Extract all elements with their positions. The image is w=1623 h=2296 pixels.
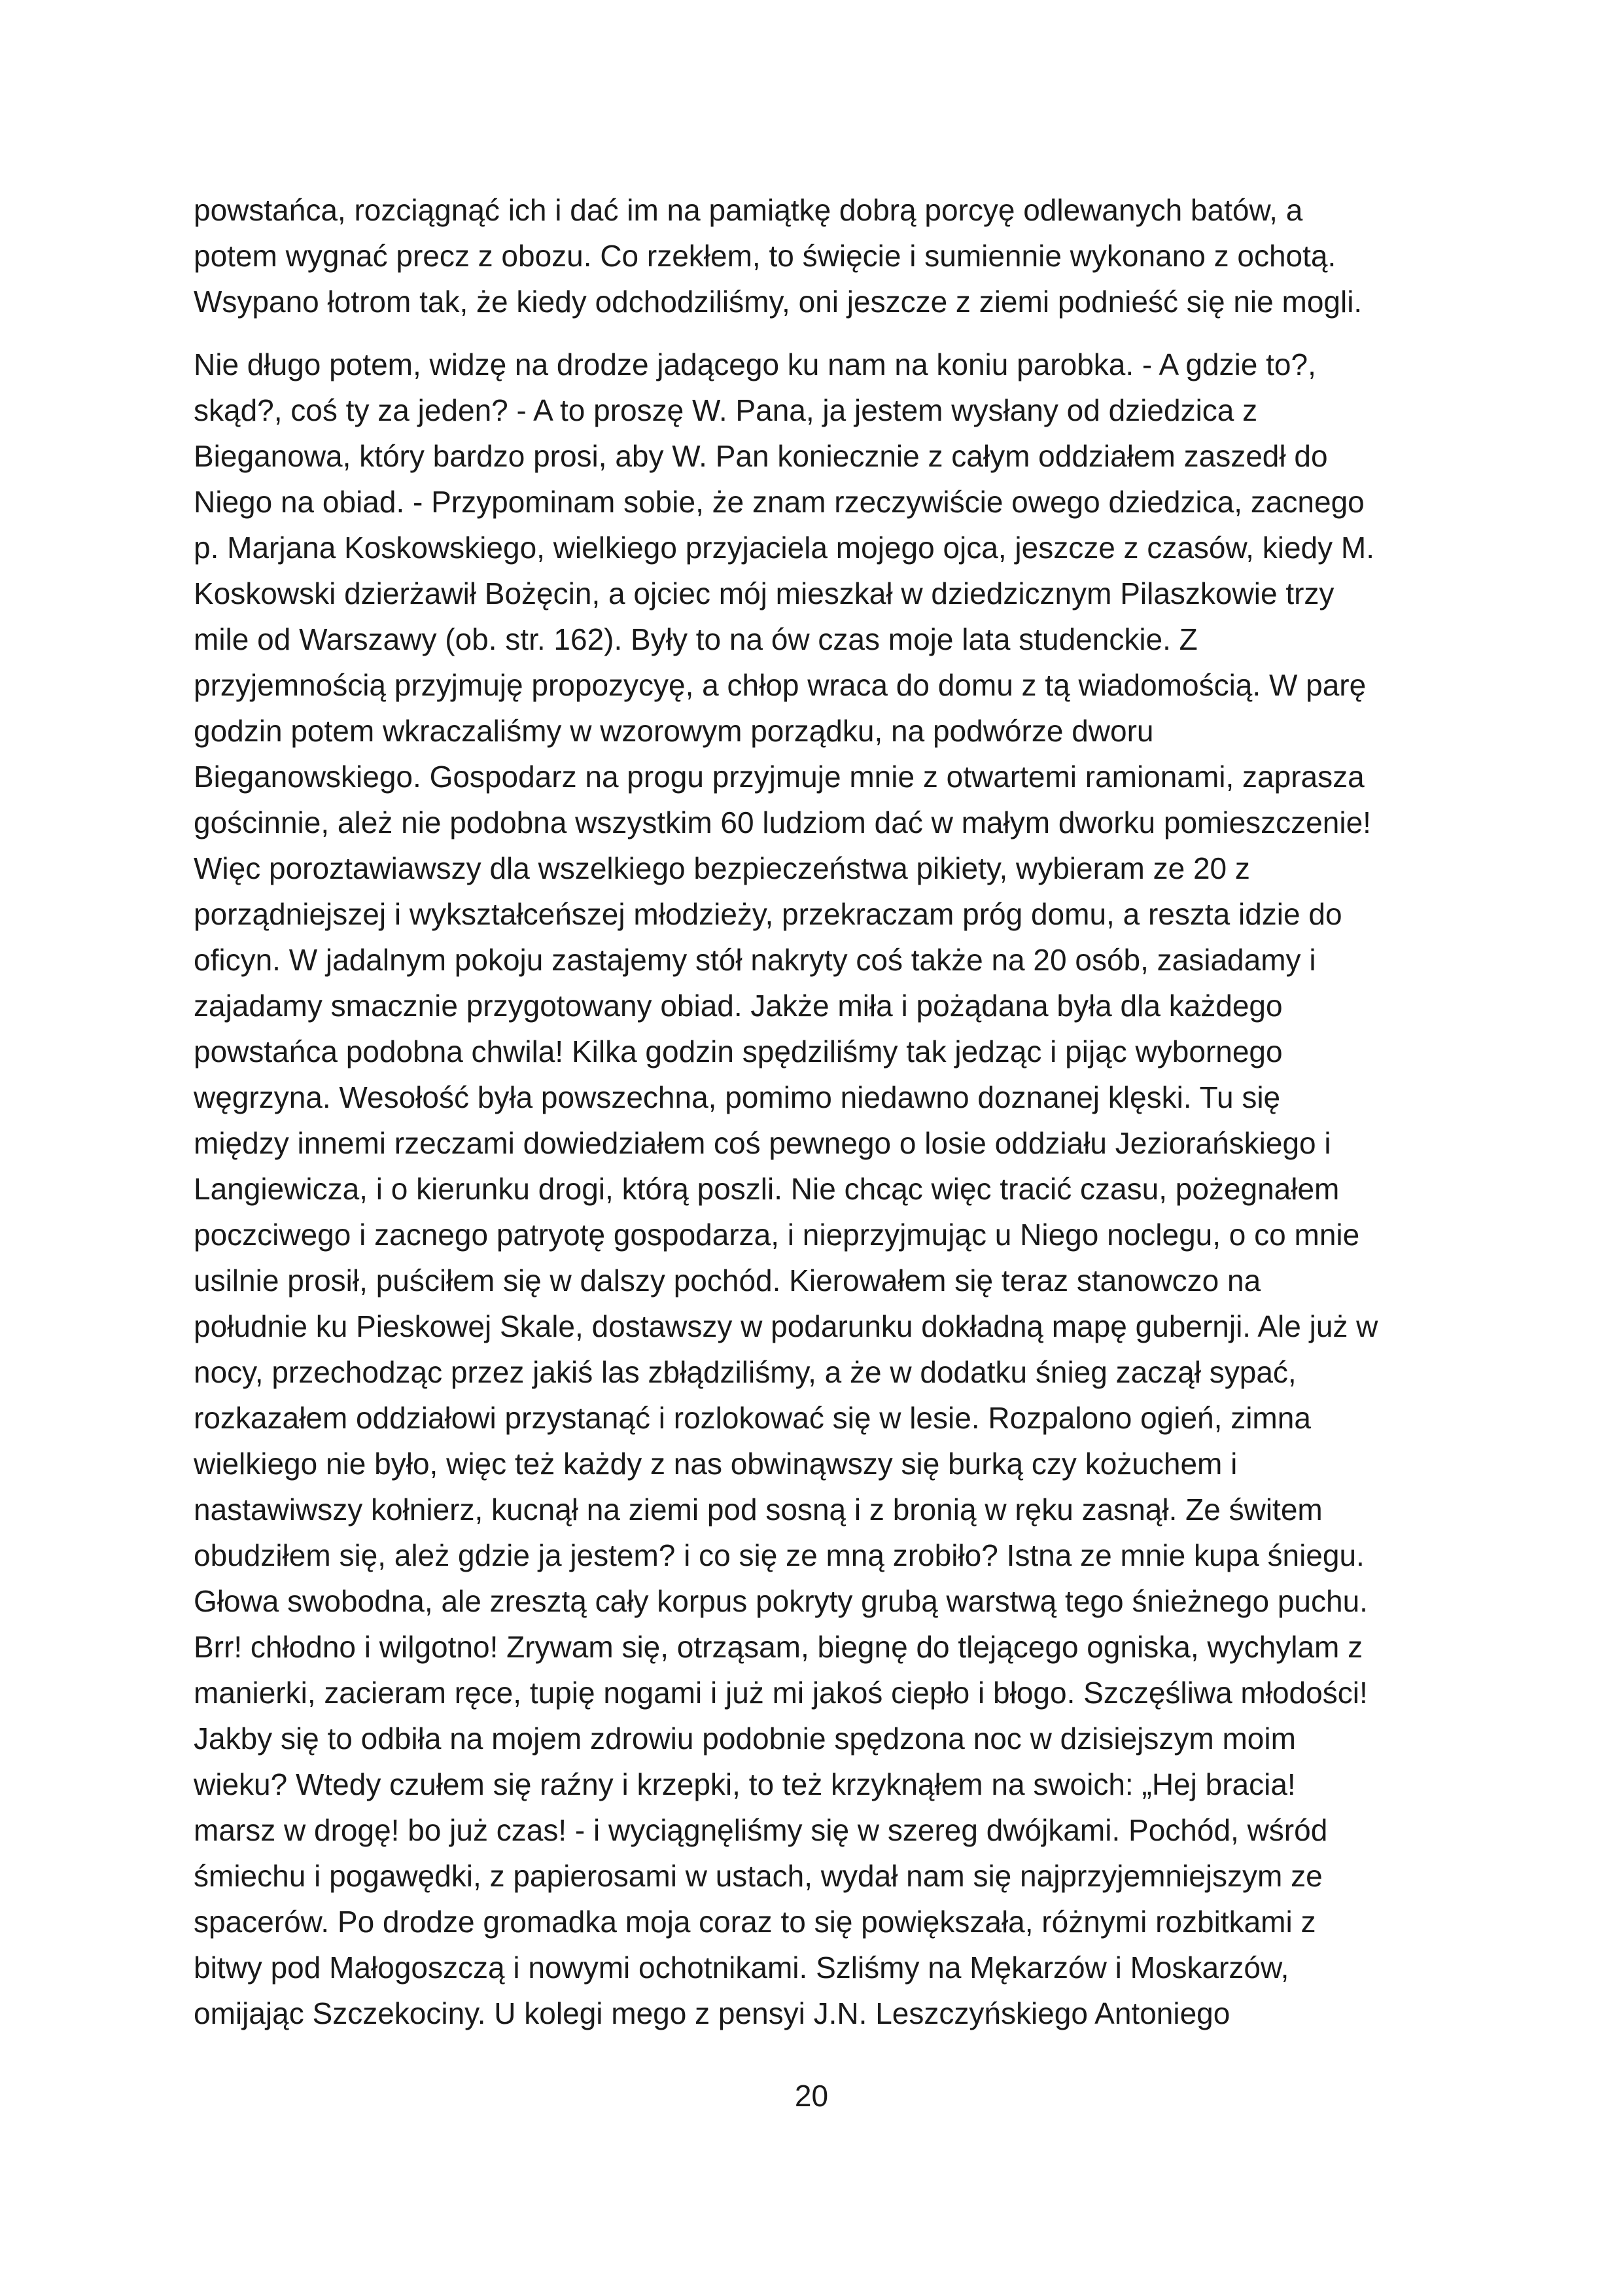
text-line: powstańca podobna chwila! Kilka godzin spędziliśmy tak jedząc i pijąc wybornego xyxy=(194,1034,1283,1069)
paragraph xyxy=(194,342,1437,2036)
text-line: rozkazałem oddziałowi przystanąć i rozlokować się w lesie. Rozpalono ogień, zimna xyxy=(194,1401,1311,1435)
text-line: nastawiwszy kołnierz, kucnął na ziemi pod sosną i z bronią w ręku zasnął. Ze świtem xyxy=(194,1492,1323,1527)
page-number: 20 xyxy=(794,2079,829,2113)
paragraph xyxy=(194,187,1437,325)
text-line: Głowa swobodna, ale zresztą cały korpus pokryty grubą warstwą tego śnieżnego puchu. xyxy=(194,1584,1368,1618)
text-line: usilnie prosił, puściłem się w dalszy pochód. Kierowałem się teraz stanowczo na xyxy=(194,1263,1261,1298)
text-line: między innemi rzeczami dowiedziałem coś pewnego o losie oddziału Jeziorańskiego i xyxy=(194,1126,1331,1160)
text-line: węgrzyna. Wesołość była powszechna, pomimo niedawno doznanej klęski. Tu się xyxy=(194,1080,1281,1114)
text-line: porządniejszej i wykształceńszej młodzieży, przekraczam próg domu, a reszta idzie do xyxy=(194,897,1342,931)
text-line: Wsypano łotrom tak, że kiedy odchodziliśmy, oni jeszcze z ziemi podnieść się nie mogli. xyxy=(194,285,1363,319)
text-line: wieku? Wtedy czułem się raźny i krzepki, to też krzyknąłem na swoich: „Hej bracia! xyxy=(194,1767,1296,1801)
text-line: omijając Szczekociny. U kolegi mego z pensyi J.N. Leszczyńskiego Antoniego xyxy=(194,1996,1230,2030)
text-line: godzin potem wkraczaliśmy w wzorowym porządku, na podwórze dworu xyxy=(194,714,1154,748)
text-line: przyjemnością przyjmuję propozycyę, a chłop wraca do domu z tą wiadomością. W parę xyxy=(194,668,1367,702)
text-line: południe ku Pieskowej Skale, dostawszy w podarunku dokładną mapę gubernji. Ale już w xyxy=(194,1309,1378,1343)
text-line: Bieganowa, który bardzo prosi, aby W. Pan koniecznie z całym oddziałem zaszedł do xyxy=(194,439,1328,473)
text-line: Bieganowskiego. Gospodarz na progu przyjmuje mnie z otwartemi ramionami, zaprasza xyxy=(194,760,1365,794)
text-line: śmiechu i pogawędki, z papierosami w ustach, wydał nam się najprzyjemniejszym ze xyxy=(194,1859,1323,1893)
text-line: skąd?, coś ty za jeden? - A to proszę W. Pana, ja jestem wysłany od dziedzica z xyxy=(194,393,1258,427)
text-line: nocy, przechodząc przez jakiś las zbłądziliśmy, a że w dodatku śnieg zaczął sypać, xyxy=(194,1355,1297,1389)
text-line: obudziłem się, ależ gdzie ja jestem? i co się ze mną zrobiło? Istna ze mnie kupa śniegu. xyxy=(194,1538,1365,1572)
body-text xyxy=(194,187,1437,2053)
text-line: Langiewicza, i o kierunku drogi, którą poszli. Nie chcąc więc tracić czasu, pożegnałem xyxy=(194,1172,1340,1206)
text-line: marsz w drogę! bo już czas! - i wyciągnęliśmy się w szereg dwójkami. Pochód, wśród xyxy=(194,1813,1328,1847)
text-line: zajadamy smacznie przygotowany obiad. Jakże miła i pożądana była dla każdego xyxy=(194,989,1283,1023)
text-line: Jakby się to odbiła na mojem zdrowiu podobnie spędzona noc w dzisiejszym moim xyxy=(194,1722,1296,1756)
text-line: powstańca, rozciągnąć ich i dać im na pamiątkę dobrą porcyę odlewanych batów, a xyxy=(194,193,1303,227)
text-line: manierki, zacieram ręce, tupię nogami i już mi jakoś ciepło i błogo. Szczęśliwa młodości! xyxy=(194,1676,1368,1710)
text-line: Koskowski dzierżawił Bożęcin, a ojciec mój mieszkał w dziedzicznym Pilaszkowie trzy xyxy=(194,576,1335,610)
text-line: Brr! chłodno i wilgotno! Zrywam się, otrząsam, biegnę do tlejącego ogniska, wychylam z xyxy=(194,1630,1363,1664)
text-line: Nie długo potem, widzę na drodze jadącego ku nam na koniu parobka. - A gdzie to?, xyxy=(194,347,1316,381)
text-line: gościnnie, ależ nie podobna wszystkim 60 ludziom dać w małym dworku pomieszczenie! xyxy=(194,805,1371,839)
text-line: wielkiego nie było, więc też każdy z nas obwinąwszy się burką czy kożuchem i xyxy=(194,1447,1238,1481)
text-line: Niego na obiad. - Przypominam sobie, że znam rzeczywiście owego dziedzica, zacnego xyxy=(194,485,1365,519)
text-line: bitwy pod Małogoszczą i nowymi ochotnikami. Szliśmy na Mękarzów i Moskarzów, xyxy=(194,1951,1289,1985)
text-line: spacerów. Po drodze gromadka moja coraz to się powiększała, różnymi rozbitkami z xyxy=(194,1905,1316,1939)
text-line: oficyn. W jadalnym pokoju zastajemy stół nakryty coś także na 20 osób, zasiadamy i xyxy=(194,943,1316,977)
text-line: p. Marjana Koskowskiego, wielkiego przyjaciela mojego ojca, jeszcze z czasów, kiedy M. xyxy=(194,531,1375,565)
text-line: potem wygnać precz z obozu. Co rzekłem, to święcie i sumiennie wykonano z ochotą. xyxy=(194,239,1336,273)
text-line: poczciwego i zacnego patryotę gospodarza, i nieprzyjmując u Niego noclegu, o co mnie xyxy=(194,1218,1360,1252)
text-line: Więc poroztawiawszy dla wszelkiego bezpieczeństwa pikiety, wybieram ze 20 z xyxy=(194,851,1250,885)
text-line: mile od Warszawy (ob. str. 162). Były to na ów czas moje lata studenckie. Z xyxy=(194,622,1198,656)
